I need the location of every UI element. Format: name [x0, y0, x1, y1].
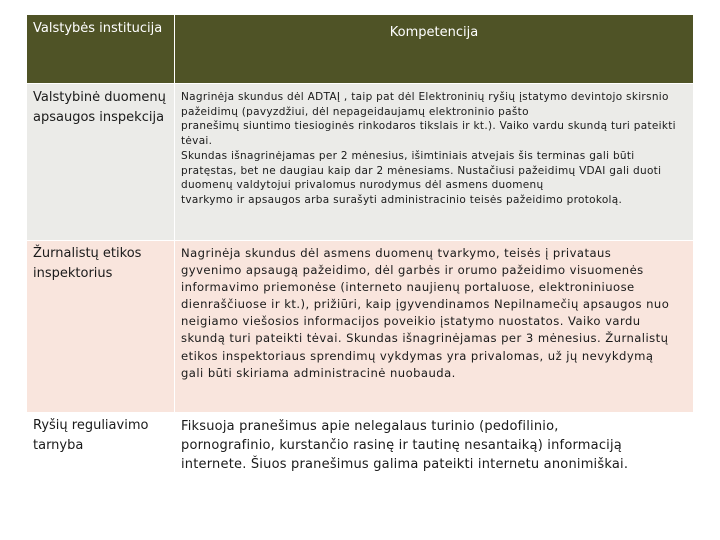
- table-row: [27, 84, 694, 241]
- competence-table: [26, 14, 694, 536]
- competence-cell: Nagrinėja skundus dėl asmens duomenų tvarkymo, teisės į privataus gyvenimo apsaugą pažeidimo, dėl garbės ir orumo pažeidimo visuomenės informavimo priemonėse (interneto naujienų portaluose, elektroniniuose dienraščiuose ir kt.), prižiūri, kaip įgyvendinamos Nepilnamečių apsaugos nuo neigiamo viešosios informacijos poveikio įstatymo nuostatos. Vaiko vardu skundą turi pateikti tėvai. Skundas išnagrinėjamas per 3 mėnesius. Žurnalistų etikos inspektoriaus sprendimų vykdymas yra privalomas, už jų nevykdymą gali būti skiriama administracinė nuobauda.: [175, 241, 694, 413]
- header-competence: Kompetencija: [175, 15, 694, 84]
- institution-cell: Ryšių reguliavimo tarnyba: [27, 413, 175, 536]
- competence-cell: Nagrinėja skundus dėl ADTAĮ , taip pat dėl Elektroninių ryšių įstatymo devintojo skirsnio pažeidimų (pavyzdžiui, dėl nepageidaujamų elektroninio pašto pranešimų siuntimo tiesioginės rinkodaros tikslais ir kt.). Vaiko vardu skundą turi pateikti tėvai. Skundas išnagrinėjamas per 2 mėnesius, išimtiniais atvejais šis terminas gali būti pratęstas, bet ne daugiau kaip dar 2 mėnesiams. Nustačiusi pažeidimų VDAI gali duoti duomenų valdytojui privalomus nurodymus dėl asmens duomenų tvarkymo ir apsaugos arba surašyti administracinio teisės pažeidimo protokolą.: [175, 84, 694, 241]
- table-row: [27, 413, 694, 536]
- competence-cell: Fiksuoja pranešimus apie nelegalaus turinio (pedofilinio, pornografinio, kurstančio rasinę ir tautinę nesantaiką) informaciją internete. Šiuos pranešimus galima pateikti internetu anonimiškai.: [175, 413, 694, 536]
- header-institution: Valstybės institucija: [27, 15, 175, 84]
- table-row: [27, 241, 694, 413]
- institution-cell: Žurnalistų etikos inspektorius: [27, 241, 175, 413]
- table-header-row: [27, 15, 694, 84]
- institution-cell: Valstybinė duomenų apsaugos inspekcija: [27, 84, 175, 241]
